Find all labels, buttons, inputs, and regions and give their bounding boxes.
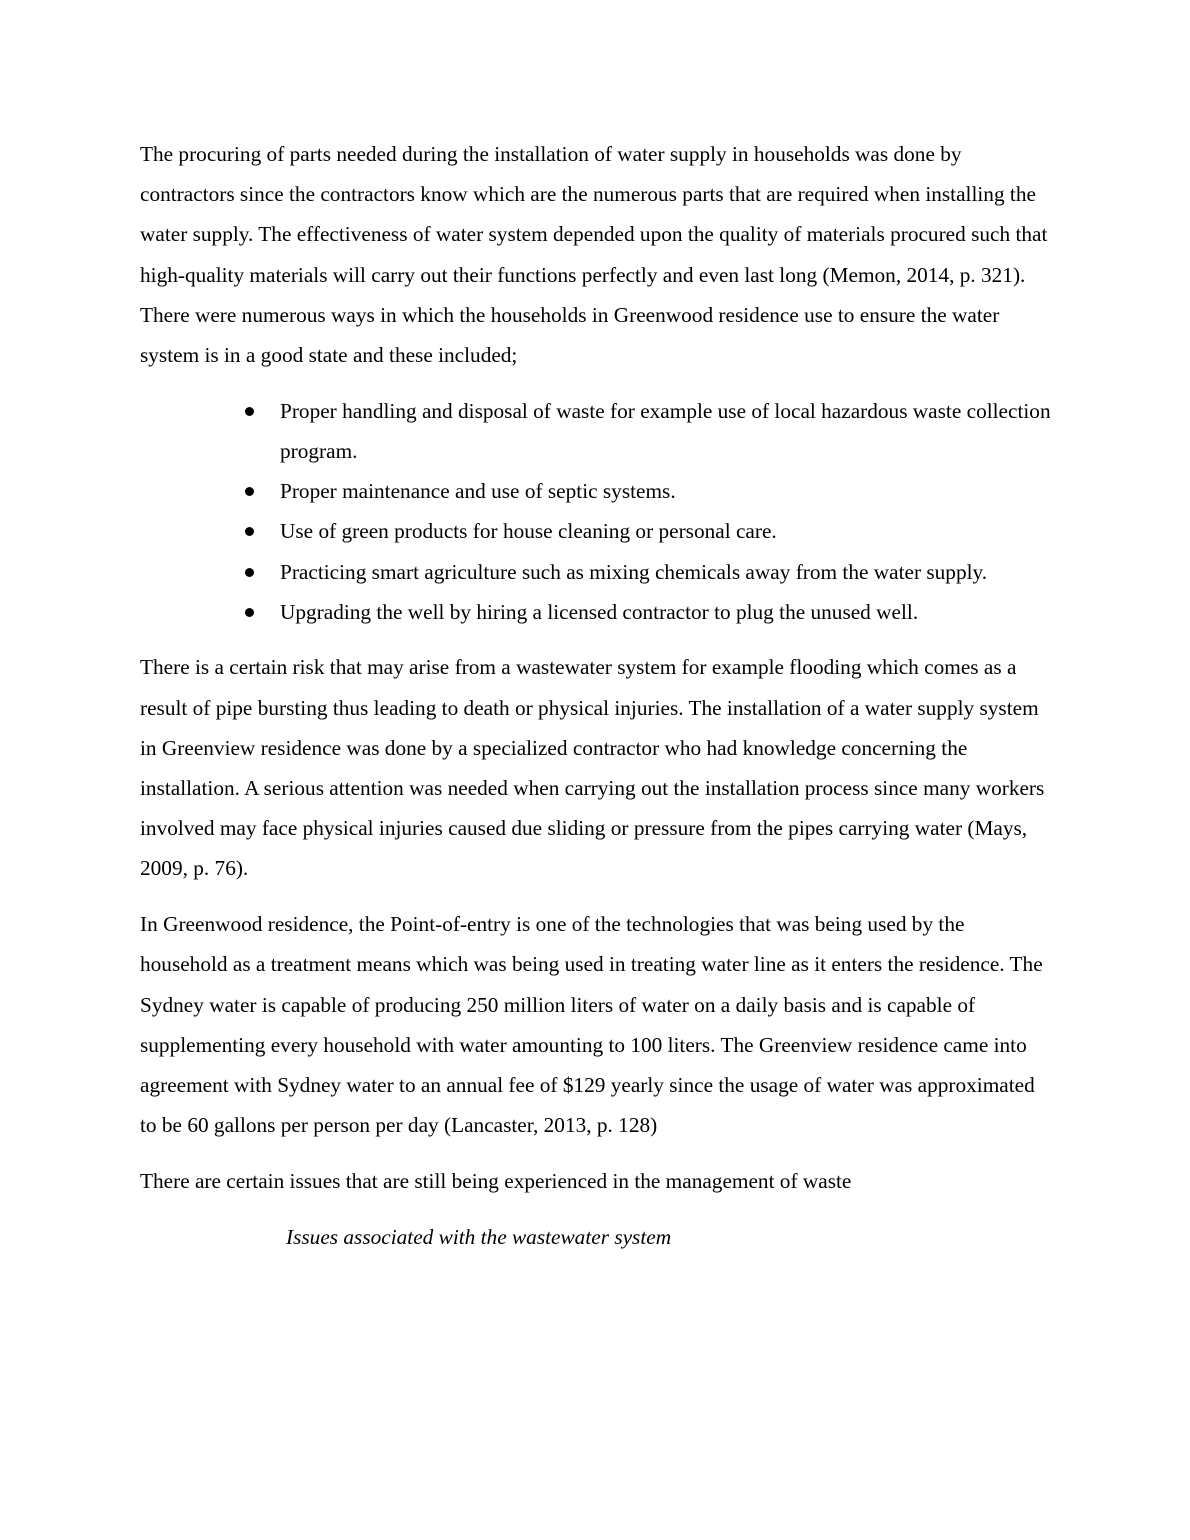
list-item-text: Proper handling and disposal of waste for example use of local hazardous waste collection program. xyxy=(280,398,1051,463)
bullet-icon xyxy=(245,568,254,577)
bullet-icon xyxy=(245,407,254,416)
list-item-text: Proper maintenance and use of septic systems. xyxy=(280,479,676,504)
paragraph-point-of-entry: In Greenwood residence, the Point-of-entry is one of the technologies that was being used by the household as a treatment means which was being used in treating water line as it enters the residence. The Sydney water is capable of producing 250 million liters of water on a daily basis and is capable of supplementing every household with water amounting to 100 liters. The Greenview residence came into agreement with Sydney water to an annual fee of $129 yearly since the usage of water was approximated to be 60 gallons per person per day (Lancaster, 2013, p. 128) xyxy=(140,912,1043,1138)
list-item xyxy=(280,471,1055,511)
bullet-icon xyxy=(245,487,254,496)
list-item xyxy=(280,511,1055,551)
list-item xyxy=(280,391,1055,471)
list-item-text: Practicing smart agriculture such as mixing chemicals away from the water supply. xyxy=(280,559,988,584)
maintenance-bullet-list xyxy=(140,391,1055,632)
list-item xyxy=(280,552,1055,592)
bullet-icon xyxy=(245,527,254,536)
list-item-text: Use of green products for house cleaning or personal care. xyxy=(280,519,777,544)
paragraph-procurement: The procuring of parts needed during the installation of water supply in households was done by contractors since the contractors know which are the numerous parts that are required when installing the water supply. The effectiveness of water system depended upon the quality of materials procured such that high-quality materials will carry out their functions perfectly and even last long (Memon, 2014, p. 321). There were numerous ways in which the households in Greenwood residence use to ensure the water system is in a good state and these included; xyxy=(140,142,1048,368)
list-item xyxy=(280,592,1055,632)
paragraph-risk: There is a certain risk that may arise from a wastewater system for example flooding which comes as a result of pipe bursting thus leading to death or physical injuries. The installation of a water supply system in Greenview residence was done by a specialized contractor who had knowledge concerning the installation. A serious attention was needed when carrying out the installation process since many workers involved may face physical injuries caused due sliding or pressure from the pipes carrying water (Mays, 2009, p. 76). xyxy=(140,655,1045,881)
section-heading: Issues associated with the wastewater system xyxy=(286,1224,672,1249)
list-item-text: Upgrading the well by hiring a licensed contractor to plug the unused well. xyxy=(280,599,919,624)
bullet-icon xyxy=(245,608,254,617)
document-body xyxy=(140,134,1055,1257)
paragraph-issues-intro: There are certain issues that are still being experienced in the management of waste xyxy=(140,1168,852,1193)
